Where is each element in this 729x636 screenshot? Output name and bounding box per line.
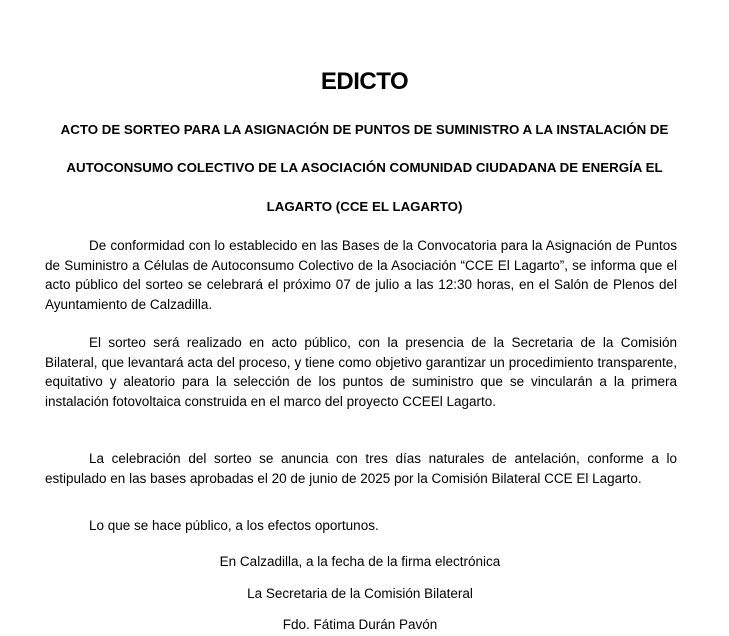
closing-line: Lo que se hace público, a los efectos oportunos. [89, 518, 379, 533]
signature-name: Fdo. Fátima Durán Pavón [282, 617, 438, 632]
document-title: EDICTO [320, 68, 409, 95]
signature-role: La Secretaria de la Comisión Bilateral [247, 586, 473, 601]
paragraph-notice-period: La celebración del sorteo se anuncia con tres días naturales de antelación, conforme a lo estipulado en las bases aprobadas el 20 de junio de 2025 por la Comisión Bilateral CCE El Lagarto. [45, 451, 677, 486]
subtitle-line-1: ACTO DE SORTEO PARA LA ASIGNACIÓN DE PUNTOS DE SUMINISTRO A LA INSTALACIÓN DE [60, 122, 669, 137]
subtitle-line-3: LAGARTO (CCE EL LAGARTO) [266, 199, 463, 214]
subtitle-line-2: AUTOCONSUMO COLECTIVO DE LA ASOCIACIÓN COMUNIDAD CIUDADANA DE ENERGÍA EL [66, 160, 663, 175]
signature-place-date: En Calzadilla, a la fecha de la firma electrónica [219, 554, 501, 569]
paragraph-procedure: El sorteo será realizado en acto público, con la presencia de la Secretaria de la Comisión Bilateral, que levantará acta del proceso, y tiene como objetivo garantizar un procedimiento transparente, equitativo y aleatorio para la selección de los puntos de suministro que se vincularán a la primera instalación fotovoltaica construida en el marco del proyecto CCEEl Lagarto. [45, 335, 677, 409]
paragraph-announcement: De conformidad con lo establecido en las Bases de la Convocatoria para la Asignación de Puntos de Suministro a Células de Autoconsumo Colectivo de la Asociación “CCE El Lagarto”, se informa que el acto público del sorteo se celebrará el próximo 07 de julio a las 12:30 horas, en el Salón de Plenos del Ayuntamiento de Calzadilla. [45, 238, 677, 312]
